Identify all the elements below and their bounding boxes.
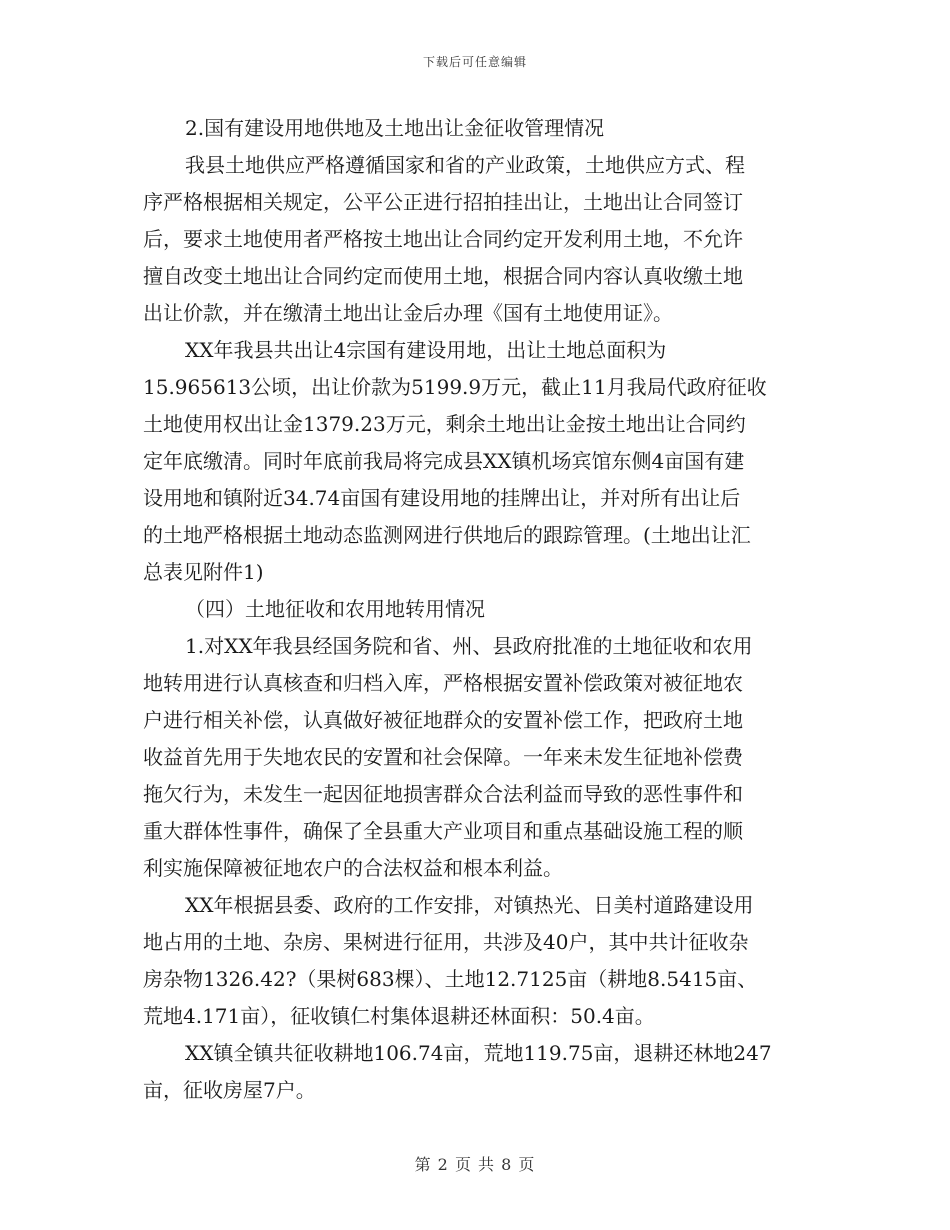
text-line: 荒地4.171亩），征收镇仁村集体退耕还林面积：50.4亩。	[143, 1004, 655, 1028]
text-line: 重大群体性事件，确保了全县重大产业项目和重点基础设施工程的顺	[143, 819, 743, 843]
page-header: 下载后可任意编辑	[422, 55, 527, 69]
text-line: 利实施保障被征地农户的合法权益和根本利益。	[143, 856, 563, 880]
text-line: 拖欠行为，未发生一起因征地损害群众合法利益而导致的恶性事件和	[143, 782, 743, 806]
text-line: 户进行相关补偿，认真做好被征地群众的安置补偿工作，把政府土地	[143, 708, 743, 732]
text-line: 房杂物1326.42?（果树683棵）、土地12.7125亩（耕地8.5415亩、	[143, 967, 758, 991]
text-line: 地占用的土地、杂房、果树进行征用，共涉及40户，其中共计征收杂	[143, 930, 749, 954]
text-line: 我县土地供应严格遵循国家和省的产业政策，土地供应方式、程	[185, 153, 745, 177]
text-line: 土地使用权出让金1379.23万元，剩余土地出让金按土地出让合同约	[143, 412, 746, 436]
page-number: 第 2 页 共 8 页	[414, 1155, 536, 1174]
text-line: 地转用进行认真核查和归档入库，严格根据安置补偿政策对被征地农	[143, 671, 743, 695]
text-line: 后，要求土地使用者严格按土地出让合同约定开发利用土地，不允许	[143, 227, 743, 251]
text-line: （四）土地征收和农用地转用情况	[185, 597, 485, 621]
document-body	[143, 110, 813, 1109]
text-line: 收益首先用于失地农民的安置和社会保障。一年来未发生征地补偿费	[143, 745, 743, 769]
text-line: XX年根据县委、政府的工作安排，对镇热光、日美村道路建设用	[185, 893, 754, 917]
text-line: 1.对XX年我县经国务院和省、州、县政府批准的土地征收和农用	[185, 634, 753, 658]
text-line: 定年底缴清。同时年底前我局将完成县XX镇机场宾馆东侧4亩国有建	[143, 449, 745, 473]
text-line: 总表见附件1)	[143, 560, 264, 584]
text-line: 擅自改变土地出让合同约定而使用土地，根据合同内容认真收缴土地	[143, 264, 743, 288]
text-line: 出让价款，并在缴清土地出让金后办理《国有土地使用证》。	[143, 301, 673, 325]
text-line: 的土地严格根据土地动态监测网进行供地后的跟踪管理。(土地出让汇	[143, 523, 751, 547]
text-line: 序严格根据相关规定，公平公正进行招拍挂出让，土地出让合同签订	[143, 190, 743, 214]
text-line: 2.国有建设用地供地及土地出让金征收管理情况	[185, 116, 605, 140]
text-line: 15.965613公顷，出让价款为5199.9万元，截止11月我局代政府征收	[143, 375, 767, 399]
text-line: 亩，征收房屋7户。	[143, 1078, 316, 1102]
text-line: XX镇全镇共征收耕地106.74亩，荒地119.75亩，退耕还林地247	[185, 1041, 772, 1065]
text-line: XX年我县共出让4宗国有建设用地，出让土地总面积为	[185, 338, 667, 362]
text-line: 设用地和镇附近34.74亩国有建设用地的挂牌出让，并对所有出让后	[143, 486, 741, 510]
